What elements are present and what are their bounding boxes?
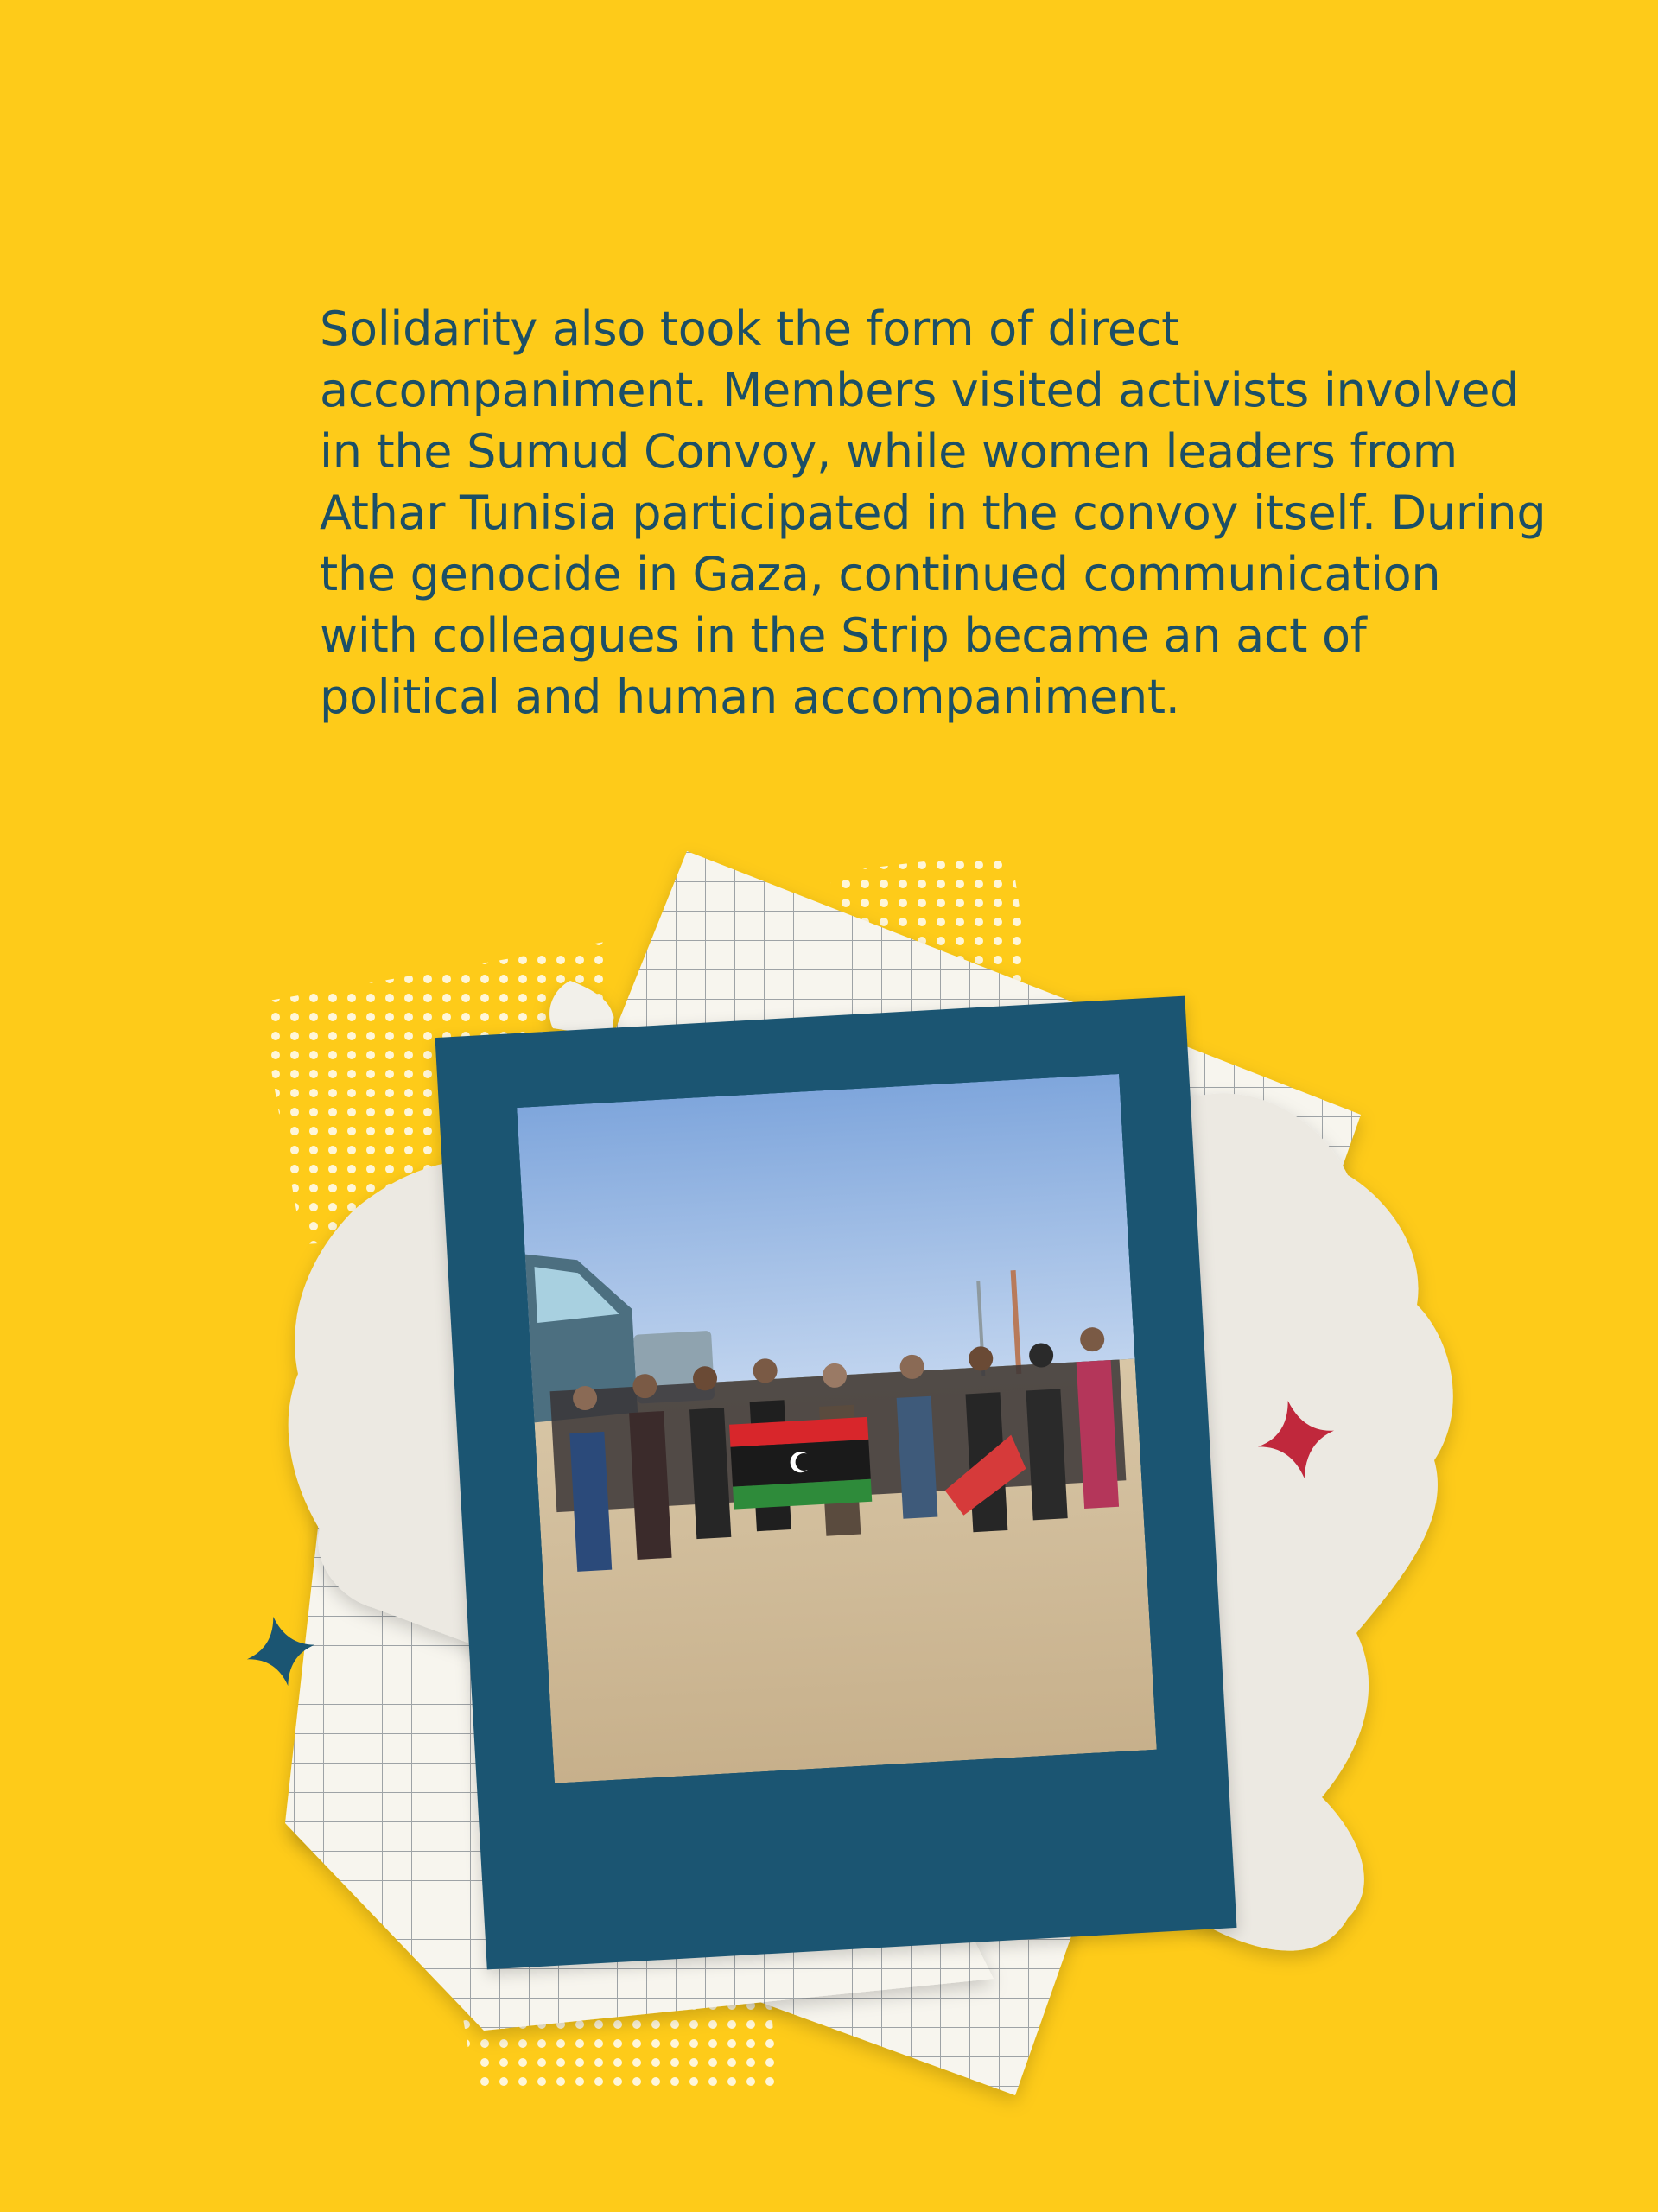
- convoy-group-photo: [517, 1074, 1157, 1783]
- body-paragraph: Solidarity also took the form of direct accompaniment. Members visited activists involved in the Sumud Convoy, while women leaders from Athar Tunisia participated in the convoy itself. During the genocide in Gaza, continued communication with colleagues in the Strip became an act of political and human accompaniment.: [320, 302, 1547, 724]
- photo-frame: [435, 996, 1237, 1970]
